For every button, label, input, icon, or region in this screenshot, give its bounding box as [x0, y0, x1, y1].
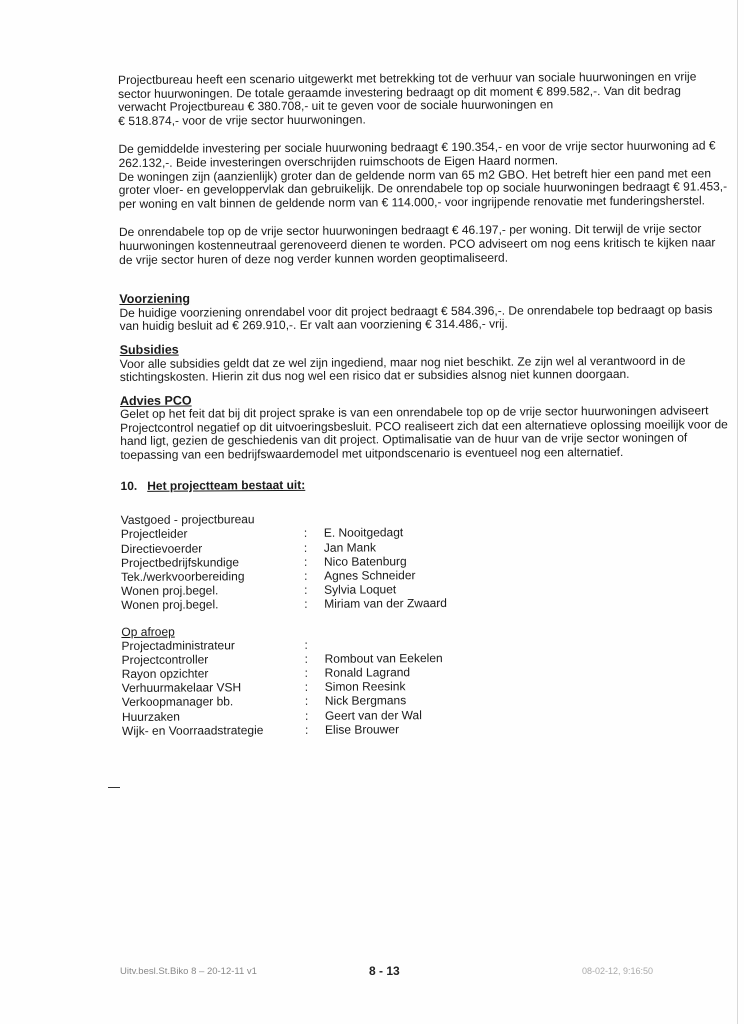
team-name: Simon Reesink: [324, 679, 406, 694]
team-role: Projectleider: [120, 527, 188, 542]
team-name: Agnes Schneider: [324, 568, 416, 583]
text-line: De woningen zijn (aanzienlijk) groter dan de geldende norm van 65 m2 GBO. Het betreft hier een pand met een: [118, 165, 712, 184]
section-heading: Voorziening: [119, 291, 191, 307]
team-colon: :: [304, 583, 308, 598]
text-line: Projectbureau heeft een scenario uitgewerkt met betrekking tot de verhuur van sociale huurwoningen en vrije: [117, 69, 697, 87]
section-title: Het projectteam bestaat uit:: [147, 477, 306, 493]
text-line: huurwoningen kostenneutraal gerenoveerd dienen te worden. PCO adviseert om nog eens kritisch te kijken naar: [119, 235, 716, 253]
team-role: Wijk- en Voorraadstrategie: [121, 722, 264, 738]
team-role: Vastgoed - projectbureau: [120, 512, 255, 528]
team-colon: :: [304, 665, 309, 680]
section-advies-pco: [120, 391, 740, 463]
team-role: Verkoopmanager bb.: [121, 694, 234, 710]
text-line: per woning en valt binnen de geldende norm van € 114.000,- voor ingrijpende renovatie met funderingsherstel.: [118, 193, 705, 211]
team-colon: :: [304, 679, 309, 694]
section-number: 10.: [120, 478, 138, 493]
team-role: Directievoerder: [120, 541, 203, 556]
text-line: verwacht Projectbureau € 380.708,- uit te geven voor de sociale huurwoningen en: [118, 97, 554, 115]
text-line: groter vloer- en geveloppervlak dan gebruikelijk. De onrendabele top op sociale huurwoningen bedraagt € 91.453,-: [118, 179, 728, 198]
team-role: Wonen proj.begel.: [121, 597, 219, 613]
team-colon: :: [304, 568, 308, 583]
text-line: de vrije sector huren of deze nog verder kunnen worden geoptimaliseerd.: [119, 250, 509, 267]
text-line: De huidige voorziening onrendabel voor dit project bedraagt € 584.396,-. De onrendabele top bedraagt op basis: [119, 302, 713, 320]
team-colon: :: [303, 540, 308, 555]
team-role: Projectcontroller: [121, 652, 209, 667]
team-role: Tek./werkvoorbereiding: [121, 569, 245, 584]
end-dash: [108, 787, 120, 788]
team-colon: [304, 512, 324, 526]
text-line: 262.132,-. Beide investeringen overschrijden ruimschoots de Eigen Haard normen.: [118, 153, 559, 170]
section-subsidies: [120, 340, 740, 385]
team-colon: :: [304, 708, 309, 723]
team-role: Projectbedrijfskundige: [120, 555, 240, 570]
paragraph-onrendabele-top: [119, 223, 739, 268]
team-row: [122, 720, 742, 738]
section-voorziening: [119, 289, 739, 334]
document-body: [118, 70, 742, 738]
team-colon: :: [303, 554, 308, 569]
team-colon: :: [304, 637, 308, 652]
team-colon: :: [303, 526, 308, 541]
text-line: hand ligt, gezien de geschiedenis van dit project. Optimalisatie van de huur van de vrije sector woningen of: [120, 430, 688, 449]
text-line: Projectcontrol negatief op dit uitvoeringsbesluit. PCO realiseert zich dat een alternatieve oplossing moeilijk voor de: [120, 417, 728, 435]
team-role: Verhuurmakelaar VSH: [121, 680, 242, 696]
footer-document-id: Uitv.besl.St.Biko 8 – 20-12-11 v1: [120, 966, 257, 977]
paragraph-investment: [118, 140, 738, 212]
text-line: stichtingskosten. Hierin zit dus nog wel een risico dat er subsidies alsnog niet kunnen doorgaan.: [119, 366, 630, 385]
team-colon: :: [304, 651, 308, 666]
team-name: Rombout van Eekelen: [324, 650, 443, 666]
text-line: Voor alle subsidies geldt dat ze wel zijn ingediend, maar nog niet beschikt. Ze zijn wel al verantwoord in de: [119, 353, 686, 371]
team-colon: :: [304, 597, 308, 612]
footer-page-number: 8 - 13: [369, 964, 400, 978]
team-name: Geert van der Wal: [324, 707, 422, 723]
on-call-heading: Op afroep: [121, 624, 175, 639]
team-name: Jan Mank: [323, 540, 376, 555]
team-role: Projectadministrateur: [121, 637, 235, 653]
team-name: Miriam van der Zwaard: [324, 596, 447, 612]
text-line: € 518.874,- voor de vrije sector huurwoningen.: [118, 112, 366, 128]
text-line: toepassing van een bedrijfswaardemodel met uitpondscenario is eventueel nog een alternatief.: [120, 444, 624, 463]
team-name: Nick Bergmans: [324, 693, 407, 709]
text-line: Gelet op het feit dat bij dit project sprake is van een onrendabele top op de vrije sector huurwoningen adviseert: [120, 403, 709, 422]
team-name: Nico Batenburg: [323, 554, 407, 569]
team-role: Huurzaken: [121, 709, 180, 724]
team-section-title: [120, 476, 740, 493]
team-name: E. Nooitgedagt: [323, 525, 404, 541]
section-heading: Subsidies: [119, 342, 179, 357]
paragraph-scenario: [118, 70, 738, 128]
team-name: Sylvia Loquet: [324, 582, 397, 597]
team-colon: :: [304, 694, 309, 709]
footer-timestamp: 08-02-12, 9:16:50: [582, 966, 654, 976]
team-role: Wonen proj.begel.: [121, 583, 219, 599]
text-line: De gemiddelde investering per sociale huurwoning bedraagt € 190.354,- en voor de vrije sector huurwoning ad €: [118, 138, 716, 157]
text-line: van huidig besluit ad € 269.910,-. Er valt aan voorziening € 314.486,- vrij.: [119, 316, 508, 334]
team-role: Rayon opzichter: [121, 666, 209, 681]
team-colon: :: [304, 722, 309, 737]
on-call-list: [121, 635, 742, 738]
text-line: sector huurwoningen. De totale geraamde investering bedraagt op dit moment € 899.582,-. Van dit bedrag: [118, 83, 681, 101]
text-line: De onrendabele top op de vrije sector huurwoningen bedraagt € 46.197,- per woning. Dit terwijl de vrije sector: [118, 221, 702, 240]
team-list: [121, 509, 742, 612]
section-heading: Advies PCO: [119, 393, 192, 408]
team-row: [121, 595, 741, 613]
team-name: Elise Brouwer: [324, 721, 400, 737]
team-name: Ronald Lagrand: [324, 665, 411, 680]
